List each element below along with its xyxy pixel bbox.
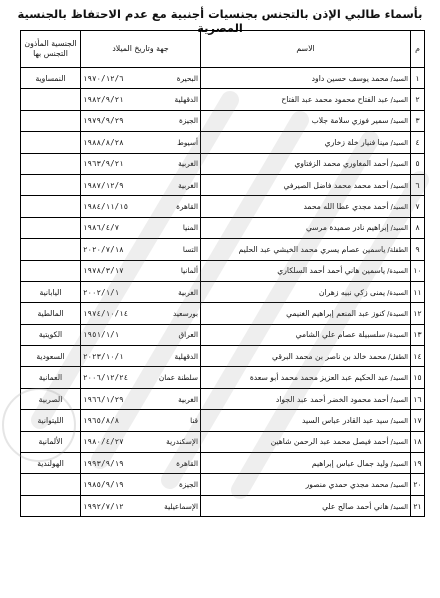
name-prefix: السيدة/: [387, 267, 409, 276]
document-title: بأسماء طالبي الإذن بالتجنس بجنسيات أجنبية مع عدم الاحتفاظ بالجنسية المصرية: [17, 7, 423, 35]
name-prefix: السيد/: [390, 96, 409, 105]
person-name: سيد عبد القادر عباس السيد: [301, 415, 389, 425]
table-row: [21, 388, 425, 409]
table-row: [21, 217, 425, 238]
person-name: كنوز عبد المنعم إبراهيم الغنيمي: [286, 308, 386, 318]
person-name: أحمد محمود الخضر أحمد عبد الجواد: [275, 394, 389, 404]
person-name: يمنى زكي نبيه زهران: [318, 287, 386, 297]
row-number: ١٠: [411, 260, 425, 281]
birth-date: ١٩٨٦/٤/٧: [81, 217, 151, 238]
table-row: [21, 474, 425, 495]
name-prefix: السيد/: [390, 416, 409, 425]
row-number: ١٩: [411, 453, 425, 474]
person-name: أحمد المغاوري محمد الزفتاوي: [294, 159, 389, 169]
person-name-cell: [201, 260, 411, 281]
birth-place: ألمانيا: [151, 260, 201, 281]
row-number: ٣: [411, 110, 425, 131]
nationality: [21, 174, 81, 195]
row-number: ١: [411, 68, 425, 89]
table-row: [21, 260, 425, 281]
nationality: الليتوانية: [21, 410, 81, 431]
person-name: ياسمين هاني أحمد أحمد السلكاري: [277, 266, 386, 276]
birth-place: أسيوط: [151, 132, 201, 153]
birth-place: الغربية: [151, 281, 201, 302]
person-name: أحمد فيصل محمد عبد الرحمن شاهين: [270, 437, 389, 447]
table-row: [21, 132, 425, 153]
person-name: مينا فنيار خلة زخاري: [324, 137, 389, 147]
nationality: [21, 89, 81, 110]
table-row: [21, 239, 425, 260]
birth-date: ١٩٩٢/٧/١٢: [81, 495, 151, 516]
table-header-row: [21, 31, 425, 68]
birth-place: الغربية: [151, 388, 201, 409]
name-prefix: الطفلة/: [387, 245, 409, 254]
person-name-cell: [201, 453, 411, 474]
table-row: [21, 110, 425, 131]
nationality: الألمانية: [21, 431, 81, 452]
nationality: [21, 260, 81, 281]
table-row: [21, 410, 425, 431]
person-name: وليد جمال عباس إبراهيم: [311, 458, 389, 468]
birth-date: ١٩٧٤/١٠/١٤: [81, 303, 151, 324]
name-prefix: السيدة/: [387, 309, 409, 318]
nationality: [21, 217, 81, 238]
name-prefix: السيد/: [390, 224, 409, 233]
nationality: [21, 110, 81, 131]
birth-date: ١٩٨٨/٨/٢٨: [81, 132, 151, 153]
table-row: [21, 153, 425, 174]
nationality: النمساوية: [21, 68, 81, 89]
nationality: [21, 474, 81, 495]
person-name-cell: [201, 196, 411, 217]
row-number: ١٨: [411, 431, 425, 452]
birth-place: قنا: [151, 410, 201, 431]
table-row: [21, 495, 425, 516]
row-number: ٥: [411, 153, 425, 174]
row-number: ٢: [411, 89, 425, 110]
birth-place: القاهرة: [151, 196, 201, 217]
birth-date: ١٩٦٥/٨/٨: [81, 410, 151, 431]
birth-date: ١٩٧٠/١٢/٦: [81, 68, 151, 89]
name-prefix: السيد/: [390, 438, 409, 447]
nationality: [21, 196, 81, 217]
nationality: [21, 132, 81, 153]
name-prefix: السيد/: [390, 181, 409, 190]
table-row: [21, 89, 425, 110]
table-row: [21, 324, 425, 345]
row-number: ٢٠: [411, 474, 425, 495]
person-name-cell: [201, 239, 411, 260]
row-number: ١١: [411, 281, 425, 302]
birth-place: القاهرة: [151, 453, 201, 474]
person-name-cell: [201, 474, 411, 495]
name-prefix: السيد/: [390, 160, 409, 169]
table-row: [21, 68, 425, 89]
row-number: ٩: [411, 239, 425, 260]
birth-place: البحيرة: [151, 68, 201, 89]
table-row: [21, 346, 425, 367]
row-number: ١٤: [411, 346, 425, 367]
person-name: محمد يوسف حسين داود: [311, 73, 389, 83]
person-name-cell: [201, 388, 411, 409]
birth-date: ١٩٨٠/٤/٢٧: [81, 431, 151, 452]
birth-place: الغربية: [151, 174, 201, 195]
person-name-cell: [201, 303, 411, 324]
birth-place: سلطنة عمان: [151, 367, 201, 388]
person-name: محمد مجدي حمدي منصور: [305, 480, 389, 490]
person-name-cell: [201, 367, 411, 388]
person-name-cell: [201, 89, 411, 110]
birth-date: ١٩٨٧/١٢/٩: [81, 174, 151, 195]
row-number: ٦: [411, 174, 425, 195]
name-prefix: السيد/: [390, 459, 409, 468]
row-number: ٢١: [411, 495, 425, 516]
table-row: [21, 196, 425, 217]
person-name: أحمد مجدي عطا الله محمد: [303, 202, 389, 212]
row-number: ٤: [411, 132, 425, 153]
name-prefix: السيدة/: [387, 331, 409, 340]
birth-date: ١٩٧٨/٣/١٧: [81, 260, 151, 281]
person-name-cell: [201, 217, 411, 238]
table-row: [21, 281, 425, 302]
birth-date: ٢٠٠٦/١٢/٢٤: [81, 367, 151, 388]
nationality: الكويتية: [21, 324, 81, 345]
person-name-cell: [201, 132, 411, 153]
birth-place: المنيا: [151, 217, 201, 238]
person-name-cell: [201, 153, 411, 174]
birth-place: التسا: [151, 239, 201, 260]
name-prefix: السيد/: [390, 117, 409, 126]
birth-place: الإسماعيلية: [151, 495, 201, 516]
nationality: [21, 153, 81, 174]
birth-date: ١٩٨٤/١١/١٥: [81, 196, 151, 217]
name-prefix: السيد/: [390, 74, 409, 83]
birth-date: ١٩٦٣/٩/٢١: [81, 153, 151, 174]
person-name: محمد خالد بن ناصر بن محمد البرقي: [272, 351, 387, 361]
person-name-cell: [201, 346, 411, 367]
nationality: اليابانية: [21, 281, 81, 302]
applicants-table: [20, 30, 425, 517]
name-prefix: السيد/: [390, 481, 409, 490]
birth-place: الدقهلية: [151, 346, 201, 367]
row-number: ١٧: [411, 410, 425, 431]
person-name: سلسبيلة عصام علي الشامي: [295, 330, 386, 340]
birth-date: ٢٠٠٢/١/١: [81, 281, 151, 302]
person-name-cell: [201, 68, 411, 89]
birth-place: العراق: [151, 324, 201, 345]
header-birth: جهة وتاريخ الميلاد: [81, 31, 201, 68]
person-name: أحمد محمد محمد فاضل الصيرفي: [283, 180, 389, 190]
nationality: الهولندية: [21, 453, 81, 474]
nationality: العمانية: [21, 367, 81, 388]
name-prefix: السيدة/: [387, 288, 409, 297]
table-row: [21, 174, 425, 195]
header-name: الاسم: [201, 31, 411, 68]
birth-place: الدقهلية: [151, 89, 201, 110]
header-nationality: الجنسية المأذون التجنس بها: [21, 31, 81, 68]
name-prefix: السيد/: [390, 395, 409, 404]
birth-date: ٢٠٢٣/١٠/١: [81, 346, 151, 367]
birth-place: الغربية: [151, 153, 201, 174]
nationality: [21, 239, 81, 260]
birth-date: ١٩٦٦/١/٢٩: [81, 388, 151, 409]
birth-date: ١٩٧٩/٩/٢٩: [81, 110, 151, 131]
birth-place: الجيزة: [151, 474, 201, 495]
name-prefix: السيد/: [390, 502, 409, 511]
birth-date: ١٩٨٢/٩/٢١: [81, 89, 151, 110]
name-prefix: السيد/: [390, 138, 409, 147]
person-name-cell: [201, 324, 411, 345]
name-prefix: السيد/: [390, 374, 409, 383]
person-name: عبد الفتاح محمود محمد عبد الفتاح: [281, 95, 389, 105]
name-prefix: الطفل/: [388, 352, 409, 361]
row-number: ١٥: [411, 367, 425, 388]
person-name-cell: [201, 110, 411, 131]
person-name-cell: [201, 174, 411, 195]
name-prefix: السيد/: [390, 203, 409, 212]
nationality: [21, 495, 81, 516]
person-name: هاني أحمد صالح علي: [322, 501, 389, 511]
nationality: المالطية: [21, 303, 81, 324]
person-name: عبد الحكيم عبد العزيز محمد محمد أبو سعدة: [249, 373, 389, 383]
person-name-cell: [201, 431, 411, 452]
table-row: [21, 367, 425, 388]
person-name: سمير فوزي سلامة جلاب: [311, 116, 389, 126]
nationality: السعودية: [21, 346, 81, 367]
header-number: م: [411, 31, 425, 68]
table-row: [21, 303, 425, 324]
nationality: الصربية: [21, 388, 81, 409]
person-name-cell: [201, 495, 411, 516]
birth-place: الإسكندرية: [151, 431, 201, 452]
birth-place: الجيزة: [151, 110, 201, 131]
birth-date: ١٩٩٣/٩/١٩: [81, 453, 151, 474]
person-name: ياسمين عصام يسري محمد الخيشي عبد الحليم: [238, 244, 386, 254]
birth-date: ١٩٥١/١/١: [81, 324, 151, 345]
person-name: إبراهيم نادر صميدة مرسي: [305, 223, 389, 233]
table-row: [21, 453, 425, 474]
birth-place: بورسعيد: [151, 303, 201, 324]
person-name-cell: [201, 281, 411, 302]
birth-date: ١٩٨٥/٩/١٩: [81, 474, 151, 495]
row-number: ٨: [411, 217, 425, 238]
row-number: ١٢: [411, 303, 425, 324]
row-number: ١٦: [411, 388, 425, 409]
row-number: ١٣: [411, 324, 425, 345]
person-name-cell: [201, 410, 411, 431]
row-number: ٧: [411, 196, 425, 217]
birth-date: ٢٠٢٠/٧/١٨: [81, 239, 151, 260]
table-row: [21, 431, 425, 452]
